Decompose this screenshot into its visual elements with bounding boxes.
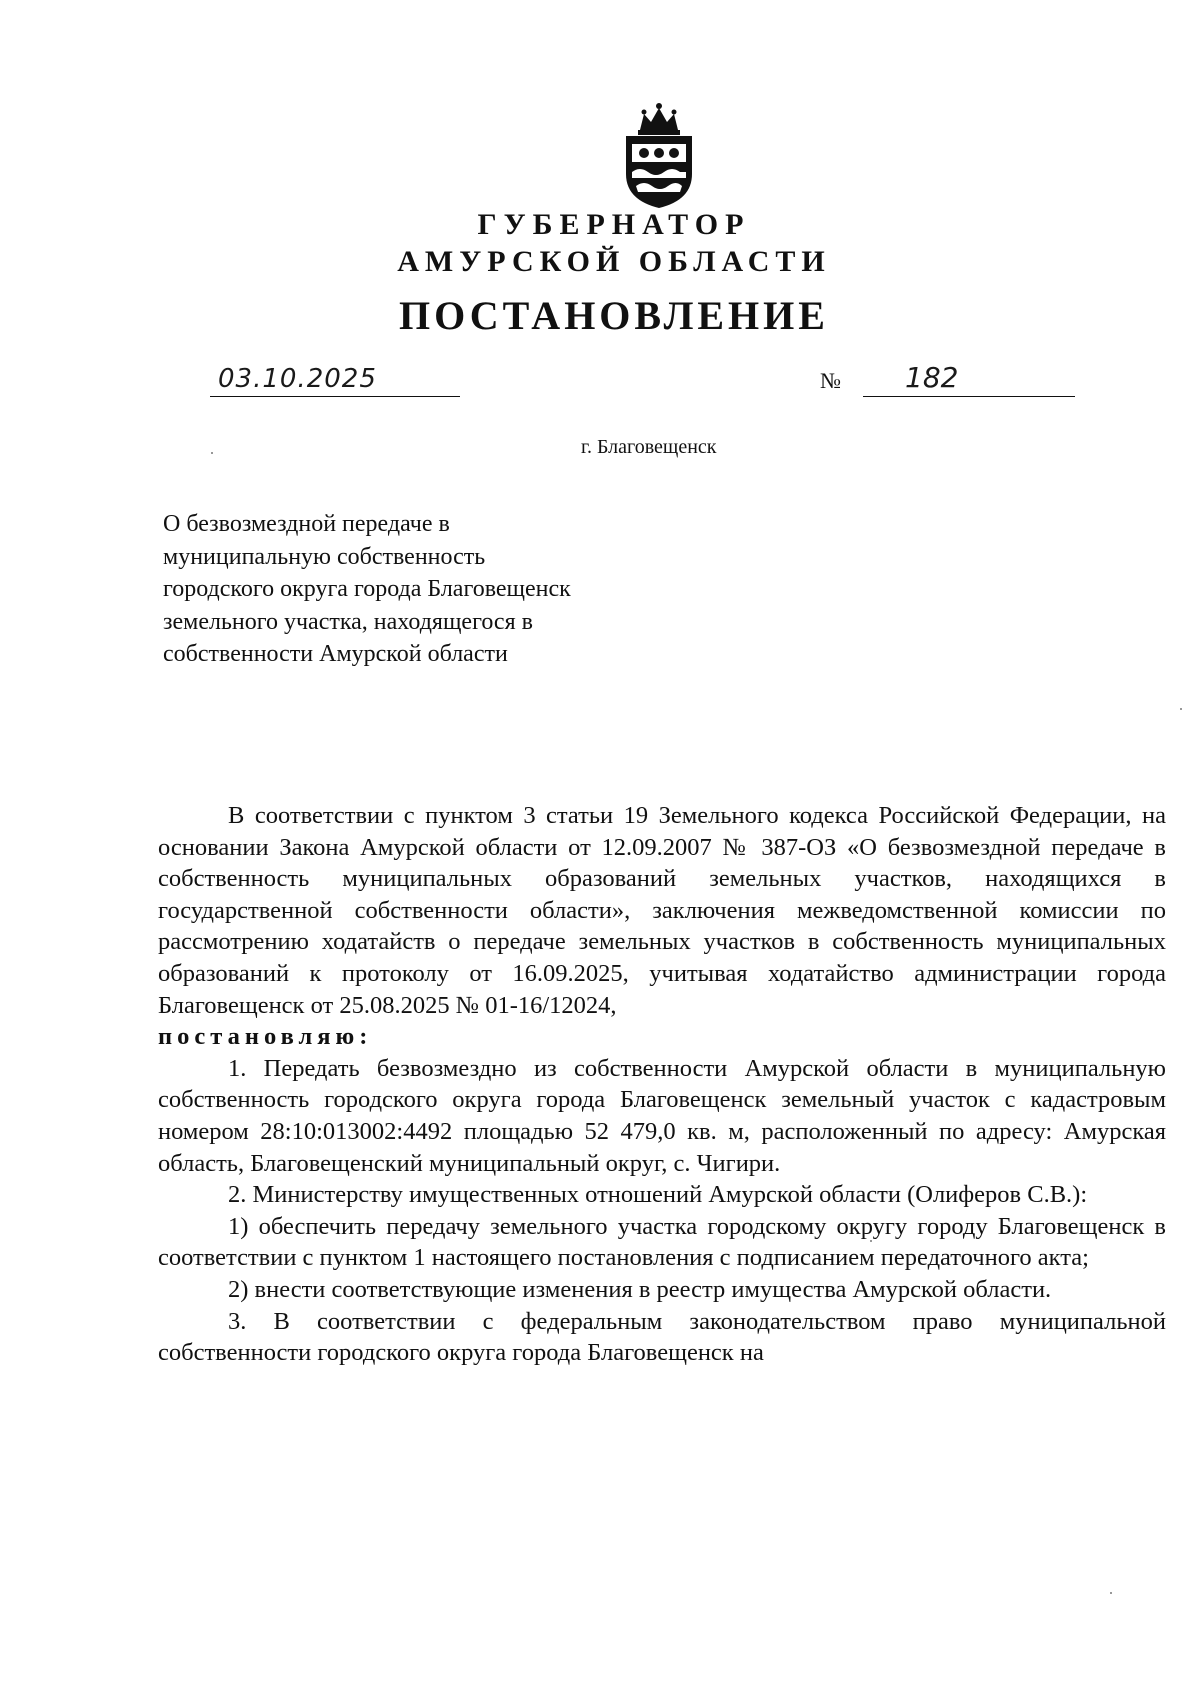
number-sign: №: [820, 368, 841, 393]
document-type-title: ПОСТАНОВЛЕНИЕ: [399, 293, 829, 338]
scan-speck: [211, 452, 213, 454]
document-subject: О безвозмездной передаче в муниципальную собственность городского округа города Благовещенск земельного участка, находящегося в собственности Амурской области: [163, 511, 571, 667]
scan-speck: [1180, 708, 1182, 710]
scan-speck: [870, 1240, 872, 1242]
scan-speck: [1110, 1592, 1112, 1594]
item-paragraph-2: 2. Министерству имущественных отношений Амурской области (Олиферов С.В.):: [228, 1181, 1088, 1209]
item-paragraph-2-2: 2) внести соответствующие изменения в реестр имущества Амурской области.: [228, 1275, 1052, 1303]
document-body: [158, 800, 1166, 1369]
authority-title: ГУБЕРНАТОР: [477, 208, 751, 241]
item-paragraph-3: 3. В соответствии с федеральным законодательством право муниципальной собственности городского округа города Благовещенск на: [158, 1307, 1166, 1367]
document-number-field: [863, 360, 1075, 397]
item-paragraph-2-1: 1) обеспечить передачу земельного участка городскому округу городу Благовещенск в соответствии с пунктом 1 настоящего постановления с подписанием передаточного акта;: [158, 1212, 1166, 1272]
coat-of-arms-emblem: [618, 100, 700, 210]
decree-word: постановляю:: [158, 1023, 373, 1051]
document-date-field: [210, 360, 460, 397]
region-title: АМУРСКОЙ ОБЛАСТИ: [397, 245, 831, 278]
preamble-paragraph: В соответствии с пунктом 3 статьи 19 Земельного кодекса Российской Федерации, на основании Закона Амурской области от 12.09.2007 № 387-ОЗ «О безвозмездной передаче в собственность муниципальных образований земельных участков, находящихся в государственной собственности области», заключения межведомственной комиссии по рассмотрению ходатайств о передаче земельных участков в собственность муниципальных образований к протоколу от 16.09.2025, учитывая ходатайство администрации города Благовещенск от 25.08.2025 № 01-16/12024,: [158, 802, 1166, 1019]
document-date: 03.10.2025: [218, 364, 377, 394]
issue-city: г. Благовещенск: [581, 436, 717, 458]
decree-word-paragraph: [158, 1021, 1166, 1053]
item-paragraph-1: 1. Передать безвозмездно из собственности Амурской области в муниципальную собственность городского округа города Благовещенск земельный участок с кадастровым номером 28:10:013002:4492 площадью 52 479,0 кв. м, расположенный по адресу: Амурская область, Благовещенский муниципальный округ, с. Чигири.: [158, 1054, 1166, 1177]
document-number: 182: [905, 361, 959, 394]
